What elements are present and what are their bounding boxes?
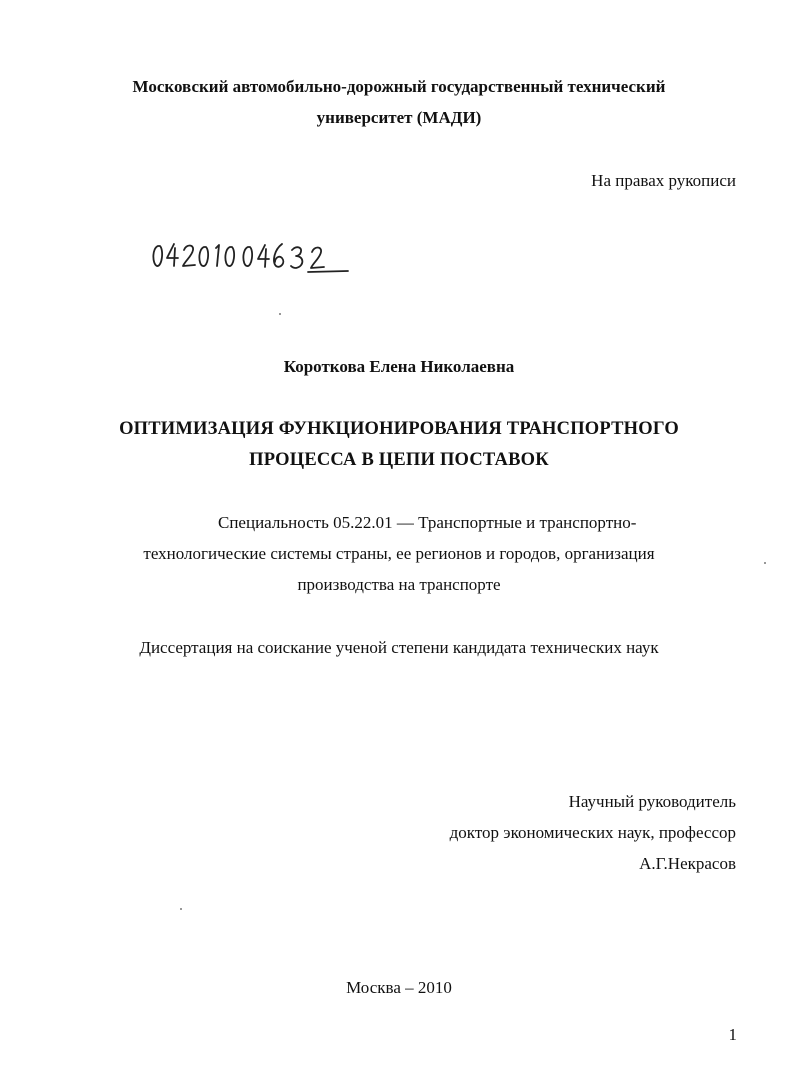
specialty-line-1: Специальность 05.22.01 — Транспортные и транспортно-: [218, 513, 637, 532]
handwritten-registration-number: [148, 236, 358, 280]
supervisor-name: А.Г.Некрасов: [639, 854, 736, 873]
dissertation-type: Диссертация на соискание ученой степени кандидата технических наук: [139, 638, 659, 657]
city-year: Москва – 2010: [346, 978, 452, 997]
supervisor-degree: доктор экономических наук, профессор: [449, 823, 736, 842]
rights-notice: На правах рукописи: [591, 171, 736, 190]
dissertation-title-line-1: ОПТИМИЗАЦИЯ ФУНКЦИОНИРОВАНИЯ ТРАНСПОРТНОГО: [119, 419, 679, 439]
handwritten-number-drawing: [148, 236, 358, 280]
specialty-line-2: технологические системы страны, ее регионов и городов, организация: [143, 544, 655, 563]
institution-line-1: Московский автомобильно-дорожный государственный технический: [132, 77, 666, 96]
institution-line-2: университет (МАДИ): [316, 108, 482, 127]
scan-speck: [279, 313, 281, 315]
scan-speck: [180, 908, 182, 910]
scan-speck: [764, 562, 766, 564]
specialty-line-3: производства на транспорте: [297, 575, 501, 594]
supervisor-role: Научный руководитель: [568, 792, 736, 811]
page-number: 1: [728, 1025, 737, 1044]
author-name: Короткова Елена Николаевна: [283, 357, 515, 376]
dissertation-title-line-2: ПРОЦЕССА В ЦЕПИ ПОСТАВОК: [249, 450, 549, 470]
